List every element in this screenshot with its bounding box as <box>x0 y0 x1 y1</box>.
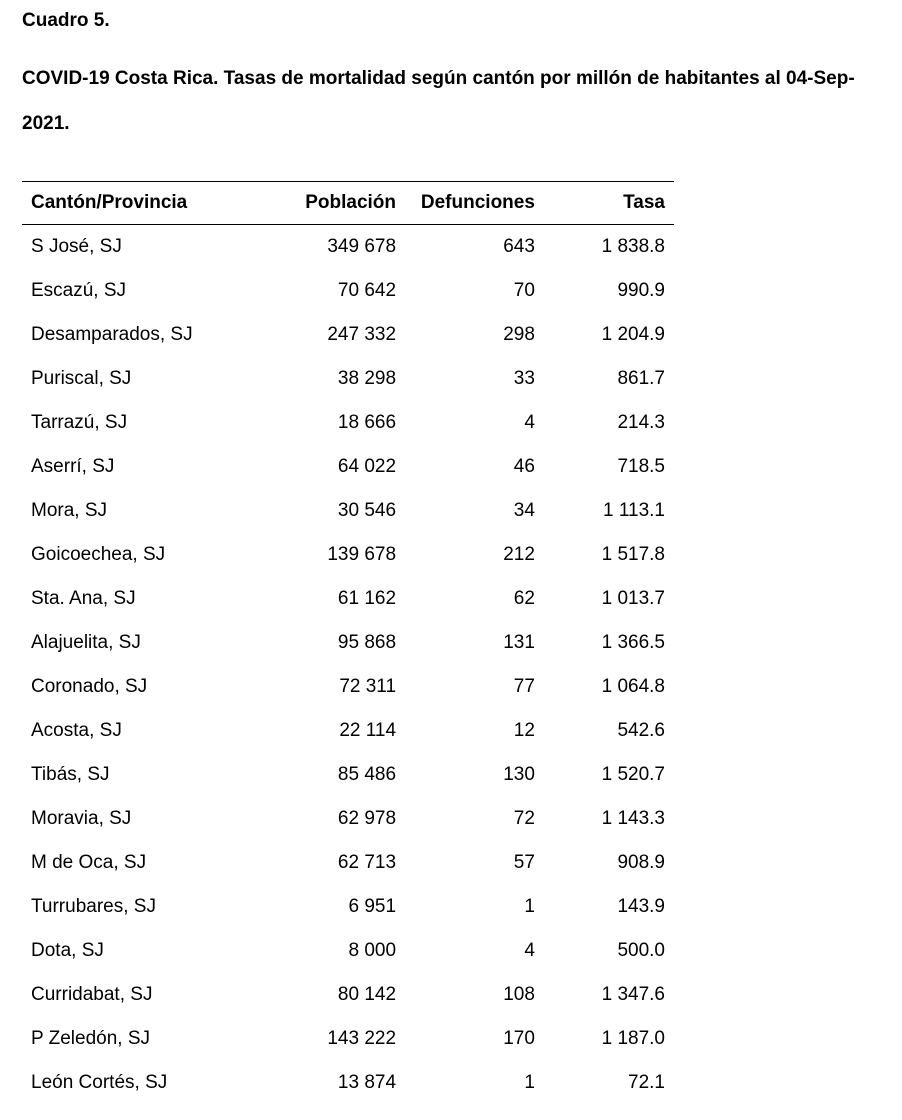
table-row <box>22 357 674 401</box>
cell-canton: Coronado, SJ <box>31 676 148 697</box>
cell-poblacion: 6 951 <box>348 896 397 917</box>
cell-poblacion: 143 222 <box>327 1028 397 1049</box>
cell-tasa: 1 204.9 <box>601 324 665 345</box>
table-row <box>22 973 674 1017</box>
table-row <box>22 709 674 753</box>
cell-tasa: 1 143.3 <box>601 808 665 829</box>
cell-tasa: 1 064.8 <box>601 676 665 697</box>
table-row <box>22 225 674 270</box>
cell-defunciones: 34 <box>513 500 535 521</box>
table-caption-label: Cuadro 5. <box>22 10 110 31</box>
table-row <box>22 753 674 797</box>
cell-defunciones: 130 <box>503 764 535 785</box>
cell-tasa: 908.9 <box>617 852 665 873</box>
cell-canton: Tarrazú, SJ <box>31 412 128 433</box>
cell-tasa: 1 838.8 <box>601 236 665 257</box>
cell-poblacion: 85 486 <box>337 764 397 785</box>
header-canton: Cantón/Provincia <box>31 192 188 213</box>
table-row <box>22 929 674 973</box>
cell-poblacion: 62 713 <box>337 852 397 873</box>
cell-canton: León Cortés, SJ <box>31 1072 168 1093</box>
cell-defunciones: 57 <box>513 852 535 873</box>
table-row <box>22 1017 674 1061</box>
cell-defunciones: 46 <box>513 456 535 477</box>
cell-poblacion: 349 678 <box>327 236 397 257</box>
header-poblacion: Población <box>305 192 397 213</box>
cell-poblacion: 70 642 <box>337 280 397 301</box>
cell-defunciones: 70 <box>513 280 535 301</box>
cell-poblacion: 13 874 <box>337 1072 397 1093</box>
header-defunciones: Defunciones <box>420 192 535 213</box>
table-row <box>22 269 674 313</box>
cell-canton: P Zeledón, SJ <box>31 1028 151 1049</box>
header-tasa: Tasa <box>623 192 665 213</box>
cell-canton: Moravia, SJ <box>31 808 132 829</box>
table-row <box>22 489 674 533</box>
cell-tasa: 861.7 <box>617 368 665 389</box>
cell-canton: M de Oca, SJ <box>31 852 147 873</box>
cell-tasa: 990.9 <box>617 280 665 301</box>
cell-poblacion: 8 000 <box>348 940 397 961</box>
cell-defunciones: 170 <box>503 1028 535 1049</box>
cell-canton: Mora, SJ <box>31 500 108 521</box>
table-row <box>22 445 674 489</box>
table-caption-title: COVID-19 Costa Rica. Tasas de mortalidad según cantón por millón de habitantes al 04-Sep-2021. <box>22 68 855 134</box>
table-row <box>22 401 674 445</box>
cell-poblacion: 22 114 <box>339 720 397 741</box>
mortality-table <box>22 181 674 1105</box>
table-row <box>22 665 674 709</box>
cell-poblacion: 95 868 <box>337 632 397 653</box>
cell-tasa: 1 347.6 <box>601 984 665 1005</box>
cell-defunciones: 72 <box>513 808 535 829</box>
table-row <box>22 885 674 929</box>
cell-defunciones: 33 <box>513 368 535 389</box>
cell-defunciones: 4 <box>524 412 535 433</box>
cell-poblacion: 64 022 <box>337 456 397 477</box>
cell-canton: S José, SJ <box>31 236 122 257</box>
cell-canton: Escazú, SJ <box>31 280 127 301</box>
cell-poblacion: 247 332 <box>327 324 397 345</box>
cell-canton: Alajuelita, SJ <box>31 632 141 653</box>
cell-defunciones: 298 <box>503 324 535 345</box>
table-row <box>22 577 674 621</box>
cell-canton: Desamparados, SJ <box>31 324 193 345</box>
table-row <box>22 533 674 577</box>
cell-tasa: 214.3 <box>617 412 665 433</box>
cell-poblacion: 38 298 <box>337 368 397 389</box>
cell-poblacion: 61 162 <box>337 588 397 609</box>
cell-tasa: 500.0 <box>617 940 665 961</box>
cell-poblacion: 80 142 <box>337 984 397 1005</box>
table-header-row <box>22 182 674 225</box>
table-row <box>22 797 674 841</box>
cell-defunciones: 212 <box>503 544 535 565</box>
cell-defunciones: 77 <box>513 676 535 697</box>
cell-tasa: 1 366.5 <box>601 632 665 653</box>
cell-tasa: 1 013.7 <box>601 588 665 609</box>
table-row <box>22 313 674 357</box>
table-row <box>22 841 674 885</box>
cell-canton: Acosta, SJ <box>31 720 122 741</box>
cell-poblacion: 18 666 <box>337 412 397 433</box>
cell-poblacion: 30 546 <box>337 500 397 521</box>
cell-tasa: 143.9 <box>617 896 665 917</box>
cell-tasa: 1 517.8 <box>601 544 665 565</box>
cell-canton: Turrubares, SJ <box>31 896 156 917</box>
cell-tasa: 72.1 <box>628 1072 665 1093</box>
cell-defunciones: 131 <box>503 632 535 653</box>
cell-defunciones: 643 <box>503 236 535 257</box>
cell-tasa: 1 187.0 <box>601 1028 665 1049</box>
cell-canton: Puriscal, SJ <box>31 368 132 389</box>
cell-tasa: 542.6 <box>617 720 665 741</box>
cell-tasa: 1 113.1 <box>603 500 665 521</box>
cell-poblacion: 72 311 <box>339 676 397 697</box>
cell-defunciones: 1 <box>524 896 535 917</box>
cell-defunciones: 62 <box>513 588 535 609</box>
cell-defunciones: 12 <box>513 720 535 741</box>
cell-poblacion: 62 978 <box>337 808 397 829</box>
table-body <box>22 225 674 1106</box>
table-row <box>22 621 674 665</box>
cell-canton: Dota, SJ <box>31 940 104 961</box>
cell-poblacion: 139 678 <box>327 544 397 565</box>
cell-canton: Tibás, SJ <box>31 764 110 785</box>
cell-tasa: 1 520.7 <box>601 764 665 785</box>
table-row <box>22 1061 674 1105</box>
cell-tasa: 718.5 <box>617 456 665 477</box>
cell-canton: Goicoechea, SJ <box>31 544 166 565</box>
cell-defunciones: 4 <box>524 940 535 961</box>
cell-canton: Curridabat, SJ <box>31 984 153 1005</box>
cell-defunciones: 108 <box>503 984 535 1005</box>
cell-canton: Sta. Ana, SJ <box>31 588 136 609</box>
cell-canton: Aserrí, SJ <box>31 456 115 477</box>
cell-defunciones: 1 <box>524 1072 535 1093</box>
